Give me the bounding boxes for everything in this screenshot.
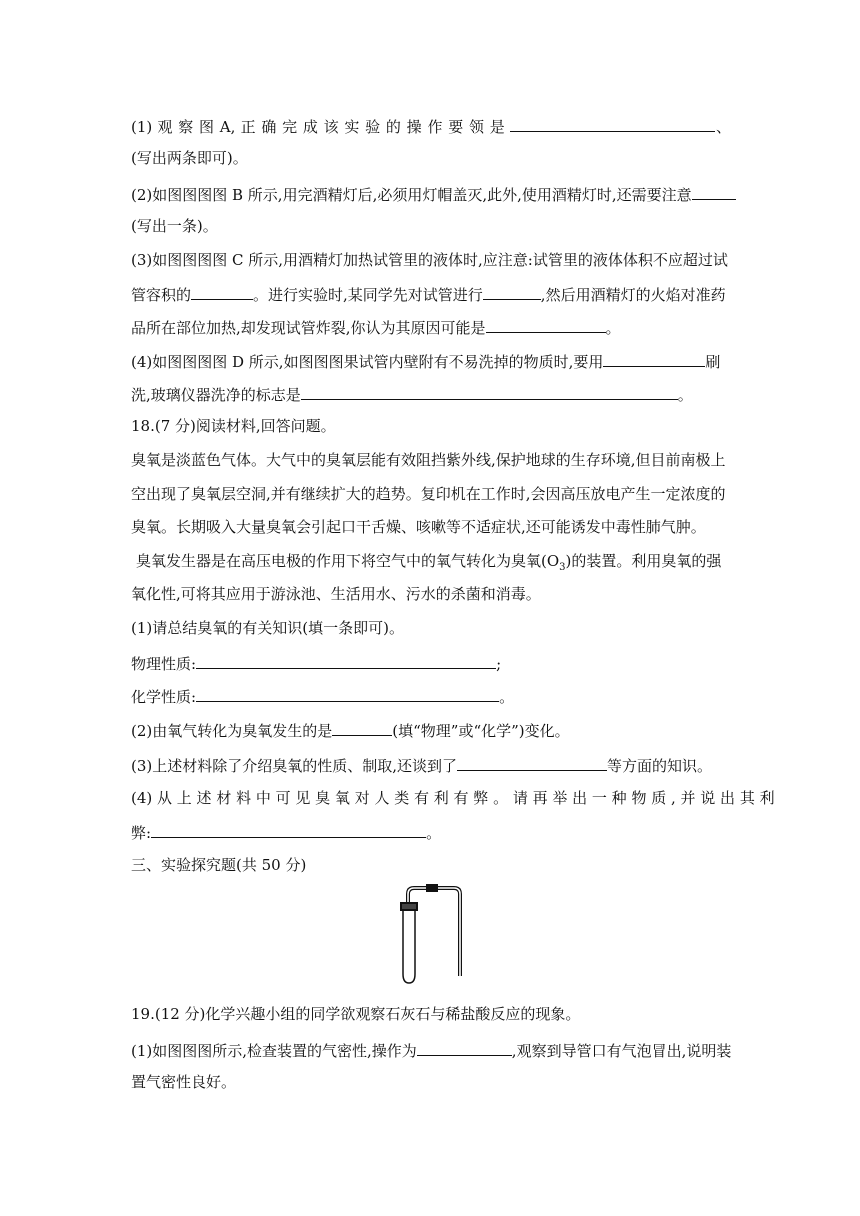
- q19-title: 19.(12 分)化学兴趣小组的同学欲观察石灰石与稀盐酸反应的现象。: [131, 1005, 581, 1023]
- answer-blank[interactable]: [510, 115, 715, 132]
- q18-sub1: (1)请总结臭氧的有关知识(填一条即可)。: [131, 619, 404, 637]
- q18-material-line1: 臭氧是淡蓝色气体。大气中的臭氧层能有效阻挡紫外线,保护地球的生存环境,但目前南极上: [131, 451, 726, 469]
- answer-blank[interactable]: [603, 350, 705, 367]
- answer-blank[interactable]: [196, 652, 496, 669]
- answer-blank[interactable]: [332, 719, 392, 736]
- answer-blank[interactable]: [486, 316, 606, 333]
- q17-part4-line1: (4)如图图图图 D 所示,如图图图果试管内壁附有不易洗掉的物质时,要用 刷: [131, 350, 731, 372]
- answer-blank[interactable]: [692, 183, 736, 200]
- q18-material-line3: 臭氧。长期吸入大量臭氧会引起口干舌燥、咳嗽等不适症状,还可能诱发中毒性肺气肿。: [131, 518, 706, 536]
- test-tube-apparatus-figure: [396, 880, 466, 988]
- q17-part1-line1: (1) 观 察 图 A, 正 确 完 成 该 实 验 的 操 作 要 领 是 、: [131, 115, 731, 137]
- answer-blank[interactable]: [417, 1039, 512, 1056]
- q17-part2-line1: (2)如图图图图 B 所示,用完酒精灯后,必须用灯帽盖灭,此外,使用酒精灯时,还需要注意: [131, 183, 731, 205]
- q17-part3-line1: (3)如图图图图 C 所示,用酒精灯加热试管里的液体时,应注意:试管里的液体体积不应超过试: [131, 251, 728, 269]
- q18-sub2: (2)由氧气转化为臭氧发生的是 (填“物理”或“化学”)变化。: [131, 719, 731, 741]
- answer-blank[interactable]: [457, 754, 607, 771]
- q18-title: 18.(7 分)阅读材料,回答问题。: [131, 417, 336, 435]
- q17-part4-line2: 洗,玻璃仪器洗净的标志是 。: [131, 383, 731, 405]
- q17-part3-line2: 管容积的 。进行实验时,某同学先对试管进行 ,然后用酒精灯的火焰对准药: [131, 283, 731, 305]
- answer-blank[interactable]: [196, 685, 499, 702]
- q17-part3-line3: 品所在部位加热,却发现试管炸裂,你认为其原因可能是 。: [131, 316, 731, 338]
- q18-material-line5: 氧化性,可将其应用于游泳池、生活用水、污水的杀菌和消毒。: [131, 585, 541, 603]
- answer-blank[interactable]: [483, 283, 541, 300]
- q19-part1-line2: 置气密性良好。: [131, 1073, 237, 1091]
- q18-sub4-line1: (4) 从 上 述 材 料 中 可 见 臭 氧 对 人 类 有 利 有 弊 。 请 再 举 出 一 种 物 质 , 并 说 出 其 利: [131, 789, 775, 807]
- q18-material-line2: 空出现了臭氧层空洞,并有继续扩大的趋势。复印机在工作时,会因高压放电产生一定浓度的: [131, 485, 726, 503]
- answer-blank[interactable]: [191, 283, 253, 300]
- section3-title: 三、实验探究题(共 50 分): [131, 856, 307, 874]
- q18-material-line4: 臭氧发生器是在高压电极的作用下将空气中的氧气转化为臭氧$(O_3)$的装置。利用臭氧的强: [136, 552, 722, 573]
- q18-sub4-line2: 弊: 。: [131, 821, 731, 843]
- q18-physical-property: 物理性质: ;: [131, 652, 731, 674]
- q18-sub3: (3)上述材料除了介绍臭氧的性质、制取,还谈到了 等方面的知识。: [131, 754, 731, 776]
- q17-part1-line2: (写出两条即可)。: [131, 149, 248, 167]
- answer-blank[interactable]: [151, 821, 426, 838]
- answer-blank[interactable]: [301, 383, 678, 400]
- q17-part2-line2: (写出一条)。: [131, 217, 218, 235]
- q19-part1-line1: (1)如图图图所示,检查装置的气密性,操作为 ,观察到导管口有气泡冒出,说明装: [131, 1039, 731, 1061]
- q18-chemical-property: 化学性质: 。: [131, 685, 731, 707]
